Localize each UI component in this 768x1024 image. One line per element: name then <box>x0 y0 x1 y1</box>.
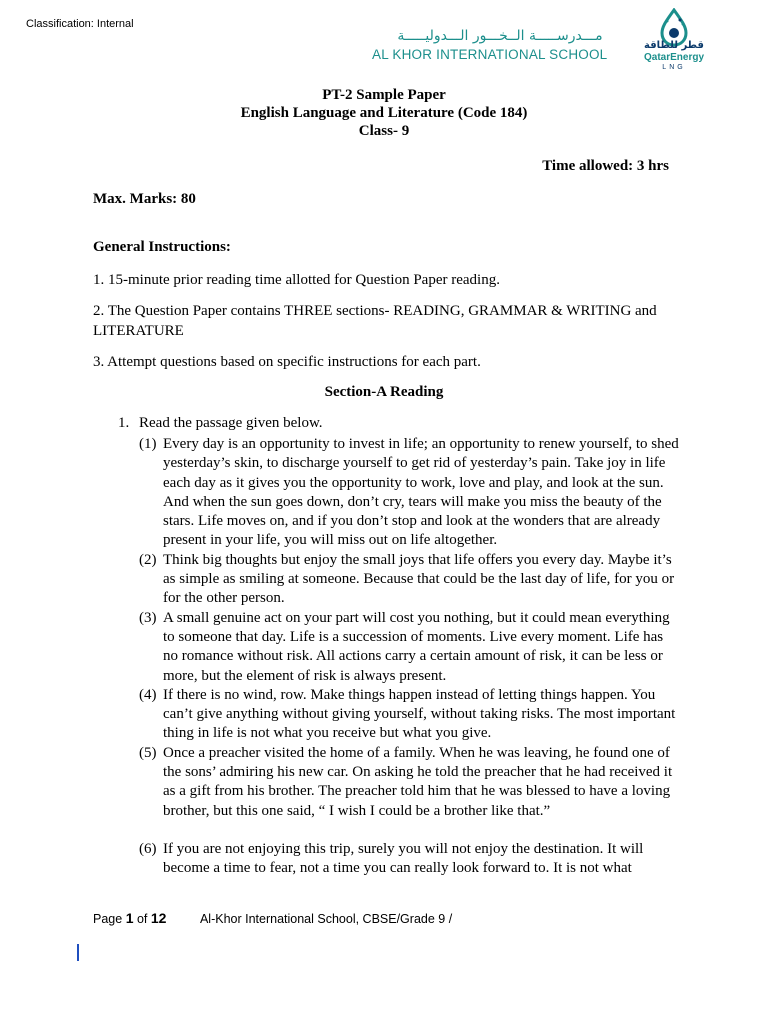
passage <box>139 435 679 879</box>
school-arabic-name: مـــدرســـــة الــخـــور الـــدوليـــــة <box>397 28 603 44</box>
paper-title: PT-2 Sample Paper <box>322 87 446 103</box>
paragraph-number: (3) <box>139 609 157 626</box>
time-allowed: Time allowed: 3 hrs <box>542 158 669 174</box>
passage-paragraph <box>139 609 679 686</box>
question-text: Read the passage given below. <box>139 415 323 431</box>
page-current: 1 <box>125 910 134 926</box>
classification-label: Classification: Internal <box>26 18 134 30</box>
paragraph-text: If you are not enjoying this trip, surely you will not enjoy the destination. It will become a time to fear, not a time you can really look forward to. It is not what <box>163 840 644 877</box>
passage-paragraph <box>139 551 679 609</box>
paper-class: Class- 9 <box>358 123 410 139</box>
page-total: 12 <box>150 910 167 926</box>
paragraph-number: (5) <box>139 744 157 761</box>
instruction-item: 1. 15-minute prior reading time allotted for Question Paper reading. <box>93 272 500 288</box>
paragraph-text: Once a preacher visited the home of a family. When he was leaving, he found one of the sons’ admiring his new car. On asking he told the preacher that he had received it as a gift from his brother. The preacher told him that he was blessed to have a loving brother, but this one said, “ I wish I could be a brother like that.” <box>163 744 673 819</box>
logo-arabic-text: قطر للطاقة <box>644 40 704 51</box>
footer-school-text: Al-Khor International School, CBSE/Grade 9 / <box>199 912 453 926</box>
paragraph-number: (2) <box>139 551 157 568</box>
page-footer <box>93 910 452 926</box>
passage-paragraph <box>139 744 679 821</box>
paragraph-text: If there is no wind, row. Make things happen instead of letting things happen. You can’t give anything without giving yourself, without taking risks. The most important thing in life is not what you receive but what you give. <box>163 686 676 742</box>
question-number: 1. <box>118 415 130 431</box>
paragraph-text: Every day is an opportunity to invest in life; an opportunity to renew yourself, to shed yesterday’s skin, to discharge yourself to get rid of yesterday’s pain. Take joy in life each day as it gives you the opportunity to work, love and play, and look at the sun. And when the sun goes down, don’t cry, tears will make you miss the beauty of the stars. Life moves on, and if you don’t stop and look at the wonders that are already present in your life, you will miss out on life altogether. <box>163 436 679 549</box>
section-a-heading: Section-A Reading <box>324 384 444 400</box>
paragraph-number: (4) <box>139 686 157 703</box>
paragraph-text: A small genuine act on your part will cost you nothing, but it could mean everything to someone that day. Life is a succession of moments. Live every moment. Life has no romance without risk. All actions carry a certain amount of risk, it can be less or more, but the element of risk is always present. <box>163 609 670 684</box>
instruction-item: 3. Attempt questions based on specific instructions for each part. <box>93 354 481 370</box>
passage-paragraph <box>139 435 679 551</box>
logo-sub-text: LNG <box>662 64 686 71</box>
paper-subject: English Language and Literature (Code 184) <box>240 105 528 121</box>
passage-paragraph <box>139 686 679 744</box>
passage-paragraph <box>139 840 679 879</box>
paragraph-text: Think big thoughts but enjoy the small joys that life offers you every day. Maybe it’s as simple as smiling at someone. Because that could be the last day of life, for you or for the other person. <box>163 551 675 607</box>
school-name: AL KHOR INTERNATIONAL SCHOOL <box>372 47 608 62</box>
text-cursor <box>77 944 79 961</box>
paragraph-number: (6) <box>139 840 157 857</box>
page-word: Page <box>93 912 123 926</box>
paragraph-number: (1) <box>139 436 157 452</box>
of-word: of <box>136 912 148 926</box>
logo-brand-text: QatarEnergy <box>643 52 705 63</box>
instruction-item: 2. The Question Paper contains THREE sections- READING, GRAMMAR & WRITING and LITERATURE <box>93 303 657 339</box>
general-instructions-heading: General Instructions: <box>93 239 231 255</box>
max-marks: Max. Marks: 80 <box>93 191 196 207</box>
